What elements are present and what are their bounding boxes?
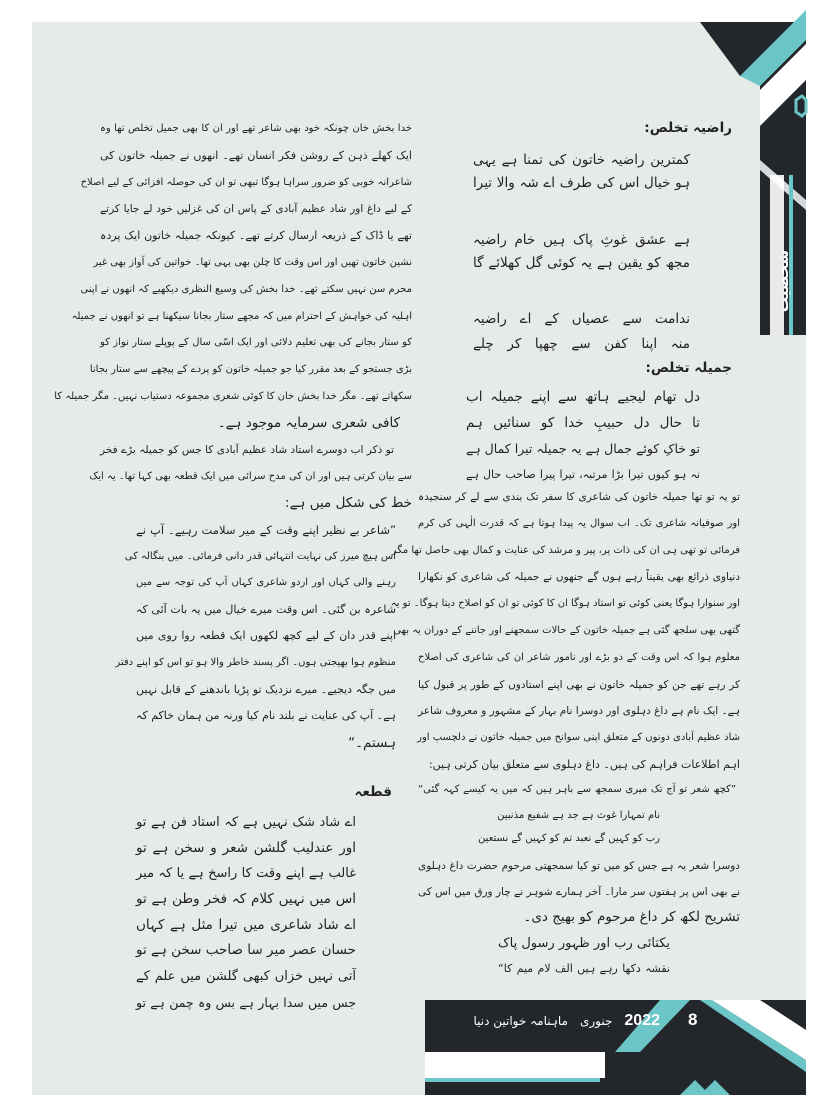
text-line: منظوم ہوا بھیجتی ہوں۔ اگر پسند خاطر والا ہو تو اس کو اپنے دفتر — [115, 656, 396, 668]
verse-line: حسان عصر میر سا صاحب سخن ہے تو — [136, 942, 356, 959]
issue-year: 2022 — [624, 1012, 660, 1029]
prose-block — [418, 778, 736, 802]
text-line: تو یہ تو تھا جمیلہ خاتون کی شاعری کا سفر تک بندی سے لے کر سنجیدہ — [418, 491, 740, 503]
verse-block — [473, 307, 690, 357]
footer-issue-info — [428, 1008, 660, 1034]
verse-line: ندامت سے عصیاں کے اے راضیہ — [473, 311, 690, 327]
text-line: فرمائی تو تھی ہی ان کی ذات پر، پیر و مرشد کی عنایت و کمال بھی حاصل تھا مگر — [391, 544, 740, 556]
text-line: دنیاوی ذرائع بھی یقیناً رہے ہوں گے جنھوں نے جمیلہ کی شاعری کو نکھارا — [418, 571, 740, 584]
verse-line: اور عندلیب گلشن شعر و سخن ہے تو — [136, 839, 356, 856]
text-line: کے لیے داغ اور شاد عظیم آبادی کے پاس ان کی غزلیں خود لے جایا کرتے — [100, 203, 412, 216]
text-line: اور صوفیانہ شاعری تک۔ اب سوال یہ پیدا ہوتا ہے کہ قدرت الٰہی کی کرم — [418, 517, 740, 529]
text-line: میں جگہ دیجیے۔ میرے نزدیک تو پڑیا باندھنے کے قابل نہیں — [136, 682, 396, 696]
verse-block — [473, 149, 690, 195]
text-line: بڑی جستجو کے بعد مقرر کیا جو جمیلہ خاتون کو پردے کے پیچھے سے ستار بجانا — [89, 364, 412, 376]
verse-line: رب کو کہیں گے نعبد تم کو کہیں گے نستعین — [478, 833, 660, 844]
prose-block — [54, 116, 412, 411]
page-number: 8 — [688, 1010, 698, 1029]
verse-block — [473, 229, 690, 275]
verse-line: اے شاد شاعری میں تیرا مثل ہے کہاں — [136, 916, 356, 933]
text-line: شاد عظیم آبادی دونوں کے متعلق اپنی سوانح میں جمیلہ خاتون نے دلچسپ اور — [417, 732, 740, 744]
text-line: خط کی شکل میں ہے: — [285, 495, 412, 511]
prose-block — [418, 854, 740, 931]
text-line: ہستم۔“ — [348, 734, 396, 751]
prose-block — [89, 437, 412, 517]
text-line: نے بھی اس پر ہفتوں سر مارا۔ آخر ہمارے شوہر نے چار ورق میں اس کی — [418, 885, 740, 898]
text-line: تو ذکر اب دوسرے استاد شاد عظیم آبادی کا جس کو جمیلہ بڑے فخر — [100, 444, 394, 456]
verse-line: اس میں نہیں کلام کہ فخر وطن ہے تو — [136, 891, 356, 908]
text-line: تشریح لکھ کر داغ مرحوم کو بھیج دی۔ — [523, 909, 740, 925]
text-line: ”شاعر بے نظیر اپنے وقت کے میر سلامت رہیے۔ آپ نے — [136, 523, 396, 537]
text-line: معلوم ہوا کہ اس وقت کے دو بڑے اور نامور شاعر ان کی شاعری کی اصلاح — [418, 651, 740, 663]
issue-month: جنوری — [579, 1014, 613, 1028]
verse-line: مجھ کو یقین ہے یہ کوئی گل کھلائے گا — [473, 255, 690, 271]
quote-block — [115, 517, 396, 756]
text-line: رہنے والی کہاں اور اردو شاعری کہاں آپ کی توجہ سے میں — [136, 577, 396, 589]
verse-line: نہ ہو کیوں تیرا بڑا مرتبہ، تیرا پیرا صاحب حال ہے — [466, 468, 700, 481]
text-line: اہم اطلاعات فراہم کی ہیں۔ داغ دہلوی سے متعلق بیان کرتی ہیں: — [428, 757, 740, 771]
section-label-text: شخصیت — [774, 249, 792, 313]
text-line: اس ہیچ میرز کی نہایت انتہائی قدر دانی فرمائی۔ میں بنگالہ کی — [124, 550, 396, 562]
verse-line: آتی نہیں خزاں کبھی گلشن میں علم کے — [136, 969, 356, 985]
text-line: گتھی بھی سلجھ گئی ہے جمیلہ خاتون کے حالات سمجھنے اور جاننے کے دوران یہ بھی — [393, 624, 740, 636]
text-line: سے بیان کرتی ہیں اور ان کی مدح سرائی میں ایک قطعہ بھی کہا تھا۔ یہ ایک — [89, 470, 412, 482]
verse-line: کمترین راضیہ خاتون کی تمنا ہے یہی — [473, 152, 690, 168]
verse-block — [498, 931, 670, 981]
text-line: سکھاتے تھے۔ مگر خدا بخش خان کا کوئی شعری مجموعہ دستیاب نہیں۔ مگر جمیلہ کا — [54, 390, 412, 402]
text-line: اہلیہ کی خواہش کے احترام میں کہ مجھے ستار بجانا سیکھنا ہے تو انھوں نے جمیلہ — [71, 310, 412, 322]
text-line: شاعرہ بن گئی۔ اس وقت میرے خیال میں یہ بات آئی کہ — [136, 602, 396, 616]
magazine-name: ماہنامہ خواتین دنیا — [473, 1014, 568, 1028]
verse-block — [136, 810, 356, 1016]
prose-block — [100, 410, 400, 436]
text-line: کو ستار بجانے کی بھی تعلیم دلائی اور ایک اسّی سال کے پوپلے ستار نواز کو — [100, 337, 412, 349]
text-line: دوسرا شعر یہ ہے جس کو میں تو کیا سمجھتی مرحوم حضرت داغ دہلوی — [418, 860, 740, 872]
text-line: محرم سن نہیں سکتے تھے۔ خدا بخش کی وسیع النظری دیکھیے کہ انھوں نے اپنی — [80, 283, 412, 295]
prose-block — [390, 484, 740, 779]
text-line: ہے۔ ایک نام ہے داغ دہلوی اور دوسرا نام بہار کے مشہور و معروف شاعر — [418, 705, 740, 718]
text-line: ”کچھ شعر تو آج تک میری سمجھ سے باہر ہیں کہ میں یہ کیسے کہہ گئی“ — [418, 784, 736, 795]
heading-block — [100, 780, 392, 804]
verse-line: تا حال دل حبیبِ خدا کو سنائیں ہم — [466, 415, 700, 431]
verse-line: یکتائی رب اور ظہور رسول پاک — [498, 936, 670, 951]
verse-line: منہ اپنا کفن سے چھپا کر چلے — [473, 336, 690, 352]
text-line: خدا بخش خان چونکہ خود بھی شاعر تھے اور ان کا بھی جمیل تخلص تھا وہ — [100, 123, 412, 134]
section-heading: قطعہ — [354, 784, 392, 800]
text-line: ہے۔ آپ کی عنایت نے بلند نام کیا ورنہ من ہمان خاکم کہ — [136, 709, 396, 723]
heading-block — [418, 356, 732, 380]
verse-block — [478, 804, 660, 850]
verse-line: ہے عشق غوثِ پاک ہیں خام راضیہ — [473, 232, 690, 248]
text-line: اور سنوارا ہوگا یعنی کوئی تو استاد ہوگا ان کا کوئی تو ان کو اصلاح دیتا ہوگا۔ تو یہ — [390, 598, 740, 610]
verse-line: اے شاد شک نہیں ہے کہ استاد فن ہے تو — [136, 815, 356, 830]
text-line: ایک کھلے ذہن کے روشن فکر انسان تھے۔ انھوں نے جمیلہ خاتون کی — [100, 148, 412, 162]
section-label — [766, 232, 800, 330]
text-line: کافی شعری سرمایہ موجود ہے۔ — [217, 415, 400, 431]
heading-block — [418, 116, 732, 140]
section-heading: جمیلہ تخلص: — [645, 360, 732, 376]
verse-line: دل تھام لیجیے ہاتھ سے اپنے جمیلہ اب — [466, 389, 700, 405]
text-line: کر رہے تھے جن کو جمیلہ خاتون نے بھی اپنے استادوں کے طور پر قبول کیا — [418, 678, 740, 691]
verse-line: نام تمہارا غوث ہے جد ہے شفیع مذنبین — [497, 810, 660, 821]
section-heading: راضیہ تخلص: — [644, 120, 732, 136]
text-line: اپنے قدر دان کے لیے کچھ لکھوں ایک قطعہ روا روی میں — [136, 629, 396, 643]
text-line: شاعرانہ خوبی کو ضرور سراہا ہوگا تبھی تو ان کی حوصلہ افزائی کے لیے اصلاح — [80, 176, 412, 188]
verse-line: تو خاکِ کوئے جمال ہے یہ جمیلہ تیرا کمال ہے — [466, 441, 700, 456]
verse-line: جس میں سدا بہار ہے بس وہ چمن ہے تو — [136, 994, 356, 1010]
text-line: نشین خاتون تھیں اور اس وقت کا چلن بھی یہی تھا۔ خواتین کی آواز بھی غیر — [93, 256, 412, 268]
verse-block — [466, 384, 700, 488]
verse-line: ہو خیال اس کی طرف اے شہ والا تیرا — [473, 175, 690, 191]
verse-line: نقشہ دکھا رہے ہیں الف لام میم کا“ — [498, 962, 670, 975]
verse-line: غالب ہے اپنے وقت کا راسخ ہے یا کہ میر — [136, 866, 356, 882]
text-line: تھے یا ڈاک کے ذریعہ ارسال کرتے تھے۔ کیونکہ جمیلہ خاتون ایک پردہ — [100, 229, 412, 243]
